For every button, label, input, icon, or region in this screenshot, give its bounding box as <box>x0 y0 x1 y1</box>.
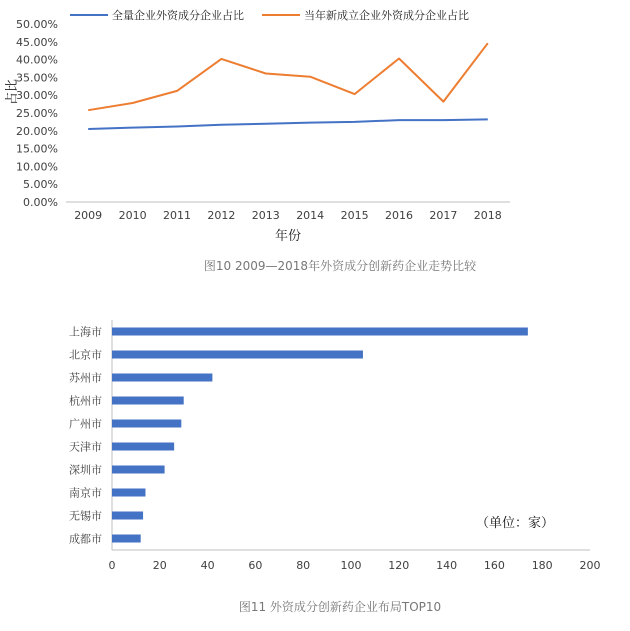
line-series-1 <box>88 119 488 129</box>
bar <box>112 328 528 336</box>
bar-chart-x-tick-label: 180 <box>531 559 553 572</box>
line-chart-x-tick-label: 2009 <box>74 209 103 222</box>
bar-chart-unit-note: （单位：家） <box>475 516 555 531</box>
bar-chart-category-label: 天津市 <box>69 440 102 454</box>
line-chart-y-tick-label: 15.00% <box>16 142 58 156</box>
line-chart-y-tick-label: 30.00% <box>16 89 58 103</box>
legend-label-series-2: 当年新成立企业外资成分企业占比 <box>304 9 469 22</box>
bar <box>112 351 363 359</box>
bar-chart-x-tick-label: 40 <box>200 559 215 572</box>
bar <box>112 489 145 497</box>
line-chart-x-tick-label: 2015 <box>340 209 369 222</box>
bar-chart <box>69 320 601 614</box>
bar <box>112 443 174 451</box>
line-chart-x-tick-label: 2013 <box>251 209 280 222</box>
line-chart-x-tick-label: 2016 <box>385 209 413 222</box>
bar-chart-category-label: 北京市 <box>69 348 102 362</box>
bar-chart-x-tick-label: 140 <box>436 559 458 572</box>
line-chart-series <box>88 43 488 129</box>
bar-chart-x-tick-label: 20 <box>152 559 167 572</box>
bar-chart-category-label: 上海市 <box>69 325 102 339</box>
line-series-2 <box>88 43 488 110</box>
bar <box>112 420 181 428</box>
line-chart-x-ticks <box>74 209 502 222</box>
bar <box>112 466 165 474</box>
bar-chart-x-tick-label: 200 <box>579 559 601 572</box>
line-chart <box>4 8 510 273</box>
bar <box>112 535 141 543</box>
line-chart-legend <box>70 8 469 22</box>
bar-chart-category-label: 成都市 <box>69 532 102 546</box>
bar-chart-x-tick-label: 60 <box>248 559 263 572</box>
line-chart-y-tick-label: 40.00% <box>16 53 58 67</box>
bar-chart-x-tick-label: 0 <box>108 559 116 572</box>
line-chart-y-tick-label: 25.00% <box>16 107 58 120</box>
line-chart-x-tick-label: 2018 <box>473 209 502 222</box>
line-chart-x-tick-label: 2017 <box>429 209 458 222</box>
bar-chart-category-labels <box>69 325 102 546</box>
bar-chart-category-label: 深圳市 <box>69 463 102 477</box>
bar-chart-category-label: 杭州市 <box>69 394 102 408</box>
bar-chart-bars <box>112 328 528 543</box>
legend-label-series-1: 全量企业外资成分企业占比 <box>112 9 244 22</box>
line-chart-x-tick-label: 2011 <box>163 209 191 222</box>
bar <box>112 374 212 382</box>
line-chart-x-tick-label: 2014 <box>296 209 325 222</box>
bar <box>112 512 143 520</box>
line-chart-x-tick-label: 2010 <box>118 209 147 222</box>
bar-chart-x-ticks <box>109 559 601 572</box>
line-chart-y-ticks <box>16 18 58 209</box>
bar-chart-caption: 图11 外资成分创新药企业布局TOP10 <box>238 600 442 614</box>
line-chart-y-tick-label: 35.00% <box>16 71 58 85</box>
line-chart-x-title: 年份 <box>274 229 302 244</box>
line-chart-x-tick-label: 2012 <box>207 209 236 222</box>
bar-chart-x-tick-label: 80 <box>296 559 311 572</box>
line-chart-caption: 图10 2009—2018年外资成分创新药企业走势比较 <box>203 259 477 273</box>
bar-chart-category-label: 广州市 <box>69 417 102 431</box>
bar-chart-category-label: 无锡市 <box>69 509 102 523</box>
bar-chart-category-label: 苏州市 <box>69 371 102 385</box>
bar <box>112 397 184 405</box>
line-chart-y-title: 占比 <box>5 78 20 106</box>
bar-chart-x-tick-label: 160 <box>483 559 505 572</box>
line-chart-y-tick-label: 45.00% <box>16 35 58 49</box>
line-chart-y-tick-label: 10.00% <box>16 160 58 174</box>
bar-chart-x-tick-label: 100 <box>340 559 362 572</box>
bar-chart-x-tick-label: 120 <box>388 559 410 572</box>
line-chart-y-tick-label: 0.00% <box>23 196 58 209</box>
bar-chart-category-label: 南京市 <box>69 486 102 500</box>
line-chart-y-tick-label: 20.00% <box>16 124 58 138</box>
line-chart-y-tick-label: 5.00% <box>23 178 58 192</box>
line-chart-y-tick-label: 50.00% <box>16 18 58 31</box>
